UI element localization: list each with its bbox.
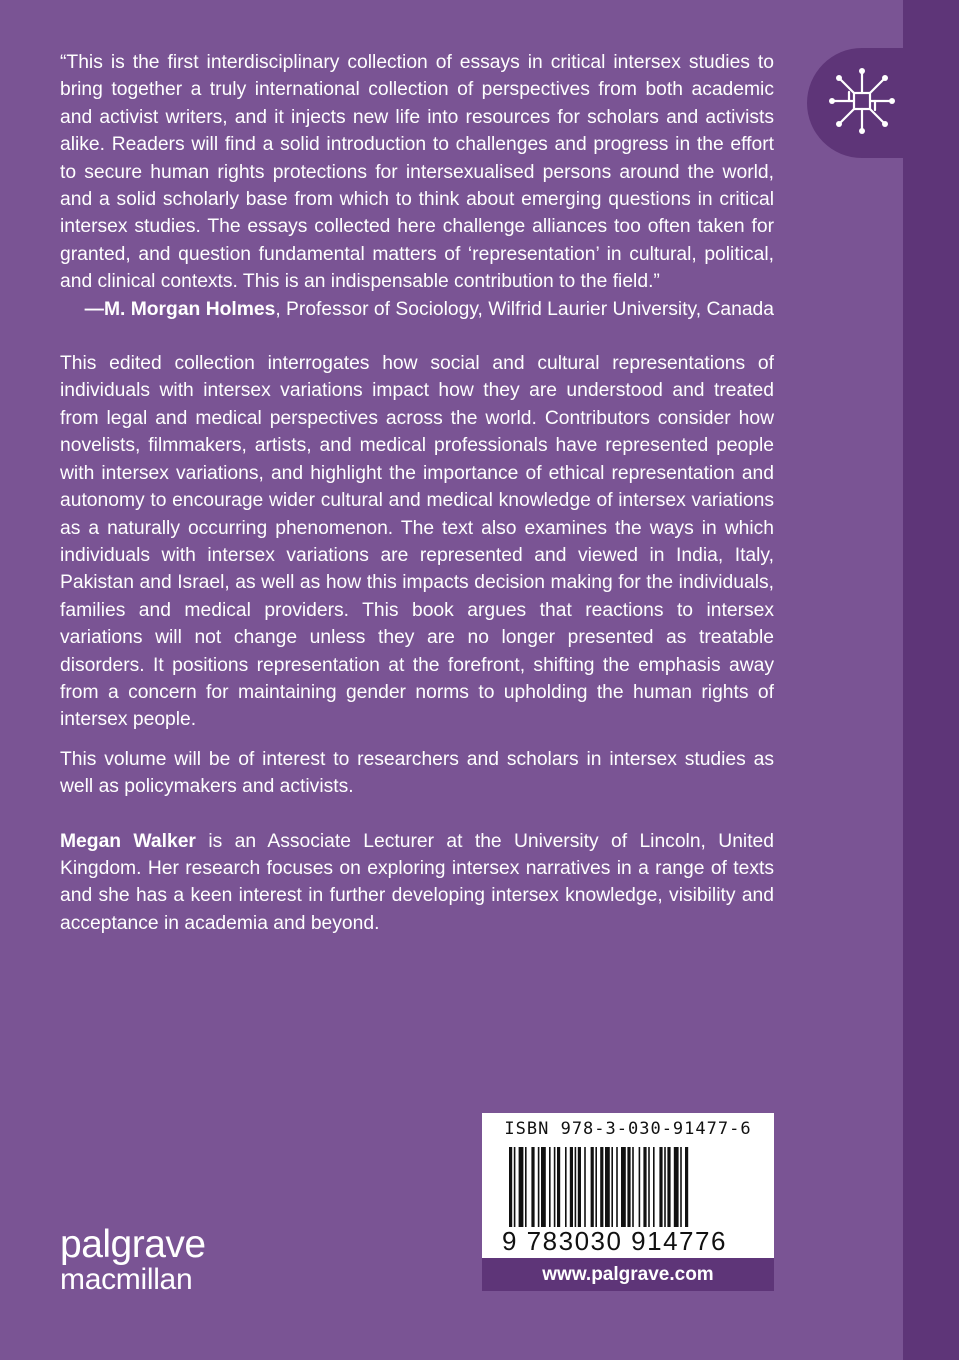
publisher-logo [60, 1223, 206, 1296]
back-cover-text [60, 49, 774, 937]
author-name: Megan Walker [60, 830, 196, 852]
publisher-name-line2: macmillan [60, 1263, 193, 1296]
endorsement-attribution [60, 296, 774, 323]
endorser-name: —M. Morgan Holmes [84, 298, 276, 320]
barcode-digits: 9 783030 914776 [502, 1226, 727, 1256]
endorser-affiliation: , Professor of Sociology, Wilfrid Laurier University, Canada [275, 298, 774, 320]
endorsement-quote: “This is the first interdisciplinary collection of essays in critical intersex studies to bring together a truly international collection of perspectives from both academic and activist writers, and it injects new life into resources for scholars and activists alike. Readers will find a solid introduction to challenges and progress in the effort to secure human rights protections for intersexualised persons around the world, and a solid scholarly base from which to think about emerging questions in critical intersex studies. The essays collected here challenge alliances too often taken for granted, and question fundamental matters of ‘representation’ in cultural, political, and clinical contexts. This is an indispensable contribution to the field.” [60, 52, 774, 293]
author-bio [60, 828, 774, 938]
isbn-barcode-box [482, 1113, 774, 1258]
website-link[interactable]: www.palgrave.com [482, 1258, 774, 1291]
isbn-label: ISBN 978-3-030-91477-6 [504, 1119, 752, 1139]
audience-statement: This volume will be of interest to researchers and scholars in intersex studies as well as policymakers and activists. [60, 748, 774, 798]
book-description: This edited collection interrogates how social and cultural representations of individuals with intersex variations impact how they are understood and treated from legal and medical perspectives across the world. Contributors consider how novelists, filmmakers, artists, and medical professionals have represented people with intersex variations, and highlight the importance of ethical representation and autonomy to encourage wider cultural and medical knowledge of intersex variations as a naturally occurring phenomenon. The text also examines the ways in which individuals with intersex variations are represented and viewed in India, Italy, Pakistan and Israel, as well as how this impacts decision making for the individuals, families and medical providers. This book argues that reactions to intersex variations will not change unless they are no longer presented as treatable disorders. It positions representation at the forefront, shifting the emphasis away from a concern for maintaining gender norms to upholding the human rights of intersex people. [60, 353, 774, 731]
palgrave-network-icon [825, 64, 899, 138]
author-bio-text: is an Associate Lecturer at the University of Lincoln, United Kingdom. Her research focuses on exploring intersex narratives in a range of texts and she has a keen interest in further developing intersex knowledge, visibility and acceptance in academia and beyond. [60, 830, 775, 934]
spine-strip [903, 0, 959, 1360]
publisher-logo-tab [807, 48, 959, 158]
barcode [505, 1147, 753, 1233]
publisher-name-line1: palgrave [60, 1223, 206, 1266]
